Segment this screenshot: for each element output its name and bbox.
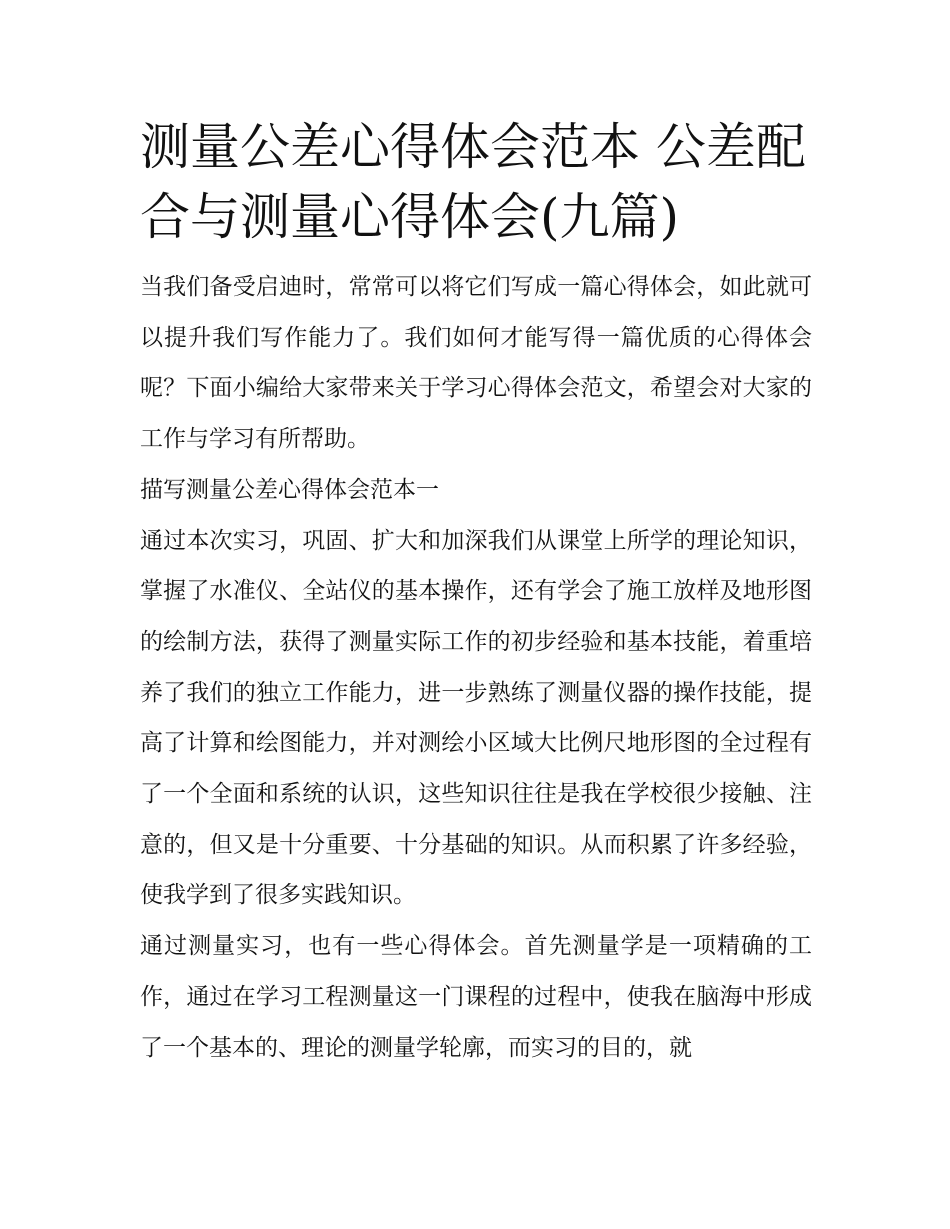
intro-paragraph: 当我们备受启迪时，常常可以将它们写成一篇心得体会，如此就可以提升我们写作能力了。我们如何才能写得一篇优质的心得体会呢？下面小编给大家带来关于学习心得体会范文，希望会对大家的工作与学习有所帮助。: [140, 274, 812, 453]
document-content: [140, 112, 812, 1073]
document-body: [140, 262, 812, 1073]
body-paragraph-1: 通过本次实习，巩固、扩大和加深我们从课堂上所学的理论知识，掌握了水准仪、全站仪的基本操作，还有学会了施工放样及地形图的绘制方法，获得了测量实际工作的初步经验和基本技能，着重培养了我们的独立工作能力，进一步熟练了测量仪器的操作技能，提高了计算和绘图能力，并对测绘小区域大比例尺地形图的全过程有了一个全面和系统的认识，这些知识往往是我在学校很少接触、注意的，但又是十分重要、十分基础的知识。从而积累了许多经验，使我学到了很多实践知识。: [140, 527, 812, 909]
body-paragraph-2: 通过测量实习，也有一些心得体会。首先测量学是一项精确的工作，通过在学习工程测量这一门课程的过程中，使我在脑海中形成了一个基本的、理论的测量学轮廓，而实习的目的，就: [140, 933, 812, 1061]
document-title: 测量公差心得体会范本 公差配合与测量心得体会(九篇): [140, 118, 806, 246]
section-heading: 描写测量公差心得体会范本一: [140, 476, 439, 503]
